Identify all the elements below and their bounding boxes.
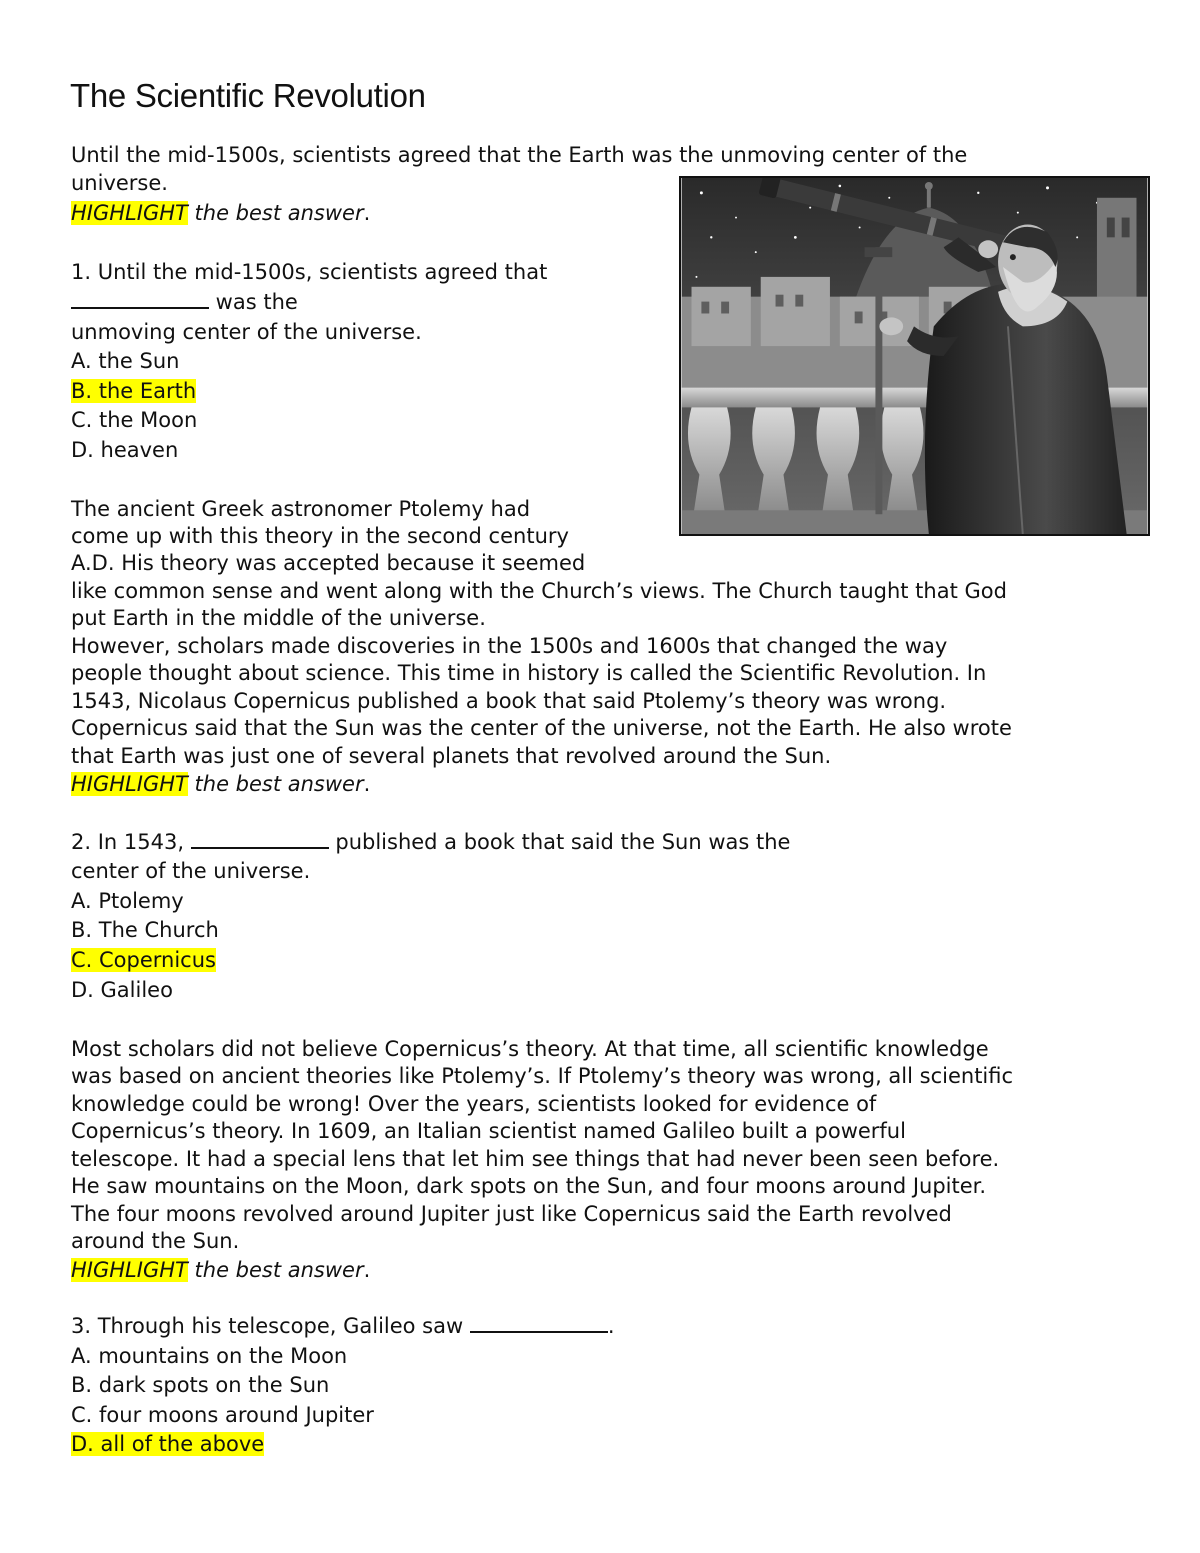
q1-option-c[interactable]: C. the Moon <box>71 408 198 432</box>
instruction-text: the best answer <box>187 772 364 796</box>
q3-option-b[interactable]: B. dark spots on the Sun <box>71 1373 330 1397</box>
q1-option-b[interactable] <box>71 377 196 405</box>
galileo-telescope-illustration <box>679 176 1150 536</box>
paragraph-line: However, scholars made discoveries in the 1500s and 1600s that changed the way <box>71 634 948 658</box>
q2-option-c-label: C. Copernicus <box>71 948 216 972</box>
instruction-period: . <box>363 201 371 225</box>
paragraph-line: The four moons revolved around Jupiter just like Copernicus said the Earth revolved <box>71 1202 952 1226</box>
paragraph-line: A.D. His theory was accepted because it seemed <box>71 551 586 575</box>
q1-option-b-label: B. the Earth <box>71 379 197 403</box>
q3-prompt: 3. Through his telescope, Galileo saw . <box>71 1314 615 1338</box>
paragraph-line: was based on ancient theories like Ptolemy’s. If Ptolemy’s theory was wrong, all scientific <box>71 1064 1014 1088</box>
paragraph-line: He saw mountains on the Moon, dark spots on the Sun, and four moons around Jupiter. <box>71 1174 987 1198</box>
q1-prompt-line2: was the <box>71 288 298 316</box>
answer-blank <box>191 829 329 849</box>
instruction-highlight: HIGHLIGHT <box>71 772 188 796</box>
answer-blank <box>71 289 209 309</box>
q1-option-d[interactable]: D. heaven <box>71 438 179 462</box>
instruction-highlight: HIGHLIGHT <box>71 201 188 225</box>
paragraph-line: like common sense and went along with the Church’s views. The Church taught that God <box>71 579 1007 603</box>
q2-option-d[interactable]: D. Galileo <box>71 978 173 1002</box>
paragraph-line: telescope. It had a special lens that let him see things that had never been seen before. <box>71 1147 1000 1171</box>
q1-prompt-line3: unmoving center of the universe. <box>71 320 422 344</box>
instruction-text: the best answer <box>187 201 364 225</box>
q3-option-d-label: D. all of the above <box>71 1432 265 1456</box>
paragraph-line: put Earth in the middle of the universe. <box>71 606 486 630</box>
paragraph-line: knowledge could be wrong! Over the years, scientists looked for evidence of <box>71 1092 877 1116</box>
q1-option-a[interactable]: A. the Sun <box>71 349 180 373</box>
paragraph-line: come up with this theory in the second century <box>71 524 569 548</box>
intro-line: Until the mid-1500s, scientists agreed that the Earth was the unmoving center of the <box>71 143 968 167</box>
paragraph-line: Copernicus’s theory. In 1609, an Italian scientist named Galileo built a powerful <box>71 1119 906 1143</box>
paragraph-line: 1543, Nicolaus Copernicus published a book that said Ptolemy’s theory was wrong. <box>71 689 947 713</box>
instruction <box>71 199 370 227</box>
q3-option-d[interactable] <box>71 1430 264 1458</box>
paragraph-line: people thought about science. This time in history is called the Scientific Revolution. In <box>71 661 987 685</box>
q2-option-c[interactable] <box>71 946 216 974</box>
q3-option-c[interactable]: C. four moons around Jupiter <box>71 1403 374 1427</box>
q2-prompt-line2: center of the universe. <box>71 859 311 883</box>
page-title: The Scientific Revolution <box>70 77 426 114</box>
q2-option-b[interactable]: B. The Church <box>71 918 219 942</box>
paragraph-line: that Earth was just one of several planets that revolved around the Sun. <box>71 744 832 768</box>
instruction <box>71 1256 370 1284</box>
q3-option-a[interactable]: A. mountains on the Moon <box>71 1344 348 1368</box>
q2-prompt: 2. In 1543, published a book that said the Sun was the <box>71 830 791 854</box>
intro-line: universe. <box>71 171 168 195</box>
q2-option-a[interactable]: A. Ptolemy <box>71 889 184 913</box>
instruction-period: . <box>363 772 371 796</box>
answer-blank <box>470 1313 608 1333</box>
paragraph-line: around the Sun. <box>71 1229 240 1253</box>
instruction-text: the best answer <box>187 1258 364 1282</box>
instruction-period: . <box>363 1258 371 1282</box>
paragraph-line: Copernicus said that the Sun was the center of the universe, not the Earth. He also wrote <box>71 716 1012 740</box>
instruction-highlight: HIGHLIGHT <box>71 1258 188 1282</box>
instruction <box>71 770 370 798</box>
q1-prompt: 1. Until the mid-1500s, scientists agreed that <box>71 260 548 284</box>
paragraph-line: Most scholars did not believe Copernicus’s theory. At that time, all scientific knowledge <box>71 1037 989 1061</box>
paragraph-line: The ancient Greek astronomer Ptolemy had <box>71 497 531 521</box>
